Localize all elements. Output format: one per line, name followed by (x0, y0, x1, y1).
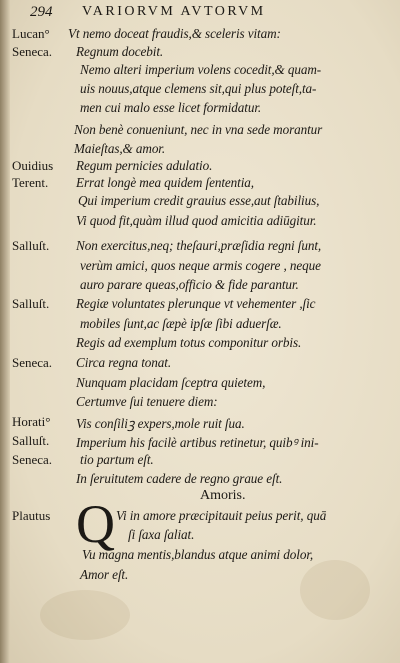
text-line (0, 62, 400, 80)
text-line (0, 471, 400, 489)
text-line (0, 213, 400, 231)
text-line (0, 547, 400, 565)
quote-text: tio partum eſt. (80, 452, 154, 467)
quote-text: In ſeruitutem cadere de regno graue eſt. (76, 471, 283, 486)
text-line (0, 158, 400, 176)
author-label: Seneca. (12, 452, 53, 467)
quote-text: Regis ad exemplum totus componitur orbis. (76, 335, 302, 350)
author-label: Salluſt. (12, 433, 50, 448)
text-line (0, 316, 400, 334)
quote-text: Amor eſt. (80, 567, 129, 582)
text-line (0, 508, 400, 526)
author-label: Seneca. (12, 44, 53, 59)
quote-text: Certumve ſui tenuere diem: (76, 394, 218, 409)
quote-text: Vi in amore præcipitauit peius perit, quā (116, 508, 327, 523)
running-head: VARIORVM AVTORVM (82, 4, 266, 19)
text-line (0, 452, 400, 470)
author-label: Salluſt. (12, 238, 50, 253)
author-label: Terent. (12, 175, 49, 190)
text-line (0, 44, 400, 62)
quote-text: Regiæ voluntates plerunque vt vehementer ,ſic (76, 296, 316, 311)
quote-text: uis nouus,atque clemens sit,qui plus poteſt,ta- (80, 81, 317, 96)
author-label: Plautus (12, 508, 51, 523)
text-line (0, 394, 400, 412)
author-label: Ouidius (12, 158, 54, 173)
text-line (0, 277, 400, 295)
section-heading-row (0, 488, 400, 506)
text-line (0, 141, 400, 159)
author-label: Seneca. (12, 355, 53, 370)
text-line (0, 175, 400, 193)
text-line (0, 567, 400, 585)
quote-text: mobiles ſunt,ac ſæpè ipſæ ſibi aduerſæ. (80, 316, 282, 331)
text-line (0, 414, 400, 432)
text-line (0, 258, 400, 276)
quote-text: Errat longè mea quidem ſententia, (76, 175, 254, 190)
quote-text: Circa regna tonat. (76, 355, 172, 370)
text-line (0, 335, 400, 353)
quote-text: Vt nemo doceat fraudis,& sceleris vitam: (68, 26, 281, 41)
author-label: Salluſt. (12, 296, 50, 311)
quote-text: Maieſtas,& amor. (74, 141, 166, 156)
text-line (0, 375, 400, 393)
section-title: Amoris. (200, 488, 246, 503)
text-line (0, 527, 400, 545)
text-line (0, 238, 400, 256)
text-line (0, 81, 400, 99)
quote-text: Regum pernicies adulatio. (76, 158, 213, 173)
quote-text: Vu magna mentis,blandus atque animi dolor, (82, 547, 314, 562)
quote-text: Qui imperium credit grauius esse,aut ſtabilius, (78, 193, 320, 208)
drop-cap-initial: Q (76, 494, 115, 554)
quote-text: Nemo alteri imperium volens cocedit,& quam- (80, 62, 322, 77)
quote-text: auro parare queas,officio & fide parantur. (80, 277, 299, 292)
quote-text: Vi quod fit,quàm illud quod amicitia adiūgitur. (76, 213, 317, 228)
quote-text: men cui malo esse licet formidatur. (80, 100, 262, 115)
quote-text: ſi ſaxa ſaliat. (128, 527, 195, 542)
quote-text: verùm amici, quos neque armis cogere , neque (80, 258, 321, 273)
page-number: 294 (30, 4, 53, 20)
quote-text: Non exercitus,neq; theſauri,præſidia regni ſunt, (76, 238, 322, 253)
author-label: Horati° (12, 414, 51, 429)
quote-text: Vis conſiliꝫ expers,mole ruit ſua. (76, 416, 245, 431)
quote-text: Non benè conueniunt, nec in vna sede morantur (74, 122, 323, 137)
quote-text: Regnum docebit. (76, 44, 164, 59)
text-line (0, 433, 400, 451)
text-line (0, 193, 400, 211)
text-line (0, 122, 400, 140)
text-line (0, 100, 400, 118)
author-label: Lucan° (12, 26, 50, 41)
text-line (0, 355, 400, 373)
text-line (0, 296, 400, 314)
quote-text: Nunquam placidam ſceptra quietem, (76, 375, 266, 390)
text-line (0, 26, 400, 44)
quote-text: Imperium his facilè artibus retinetur, quibꝰ ini- (76, 435, 319, 450)
